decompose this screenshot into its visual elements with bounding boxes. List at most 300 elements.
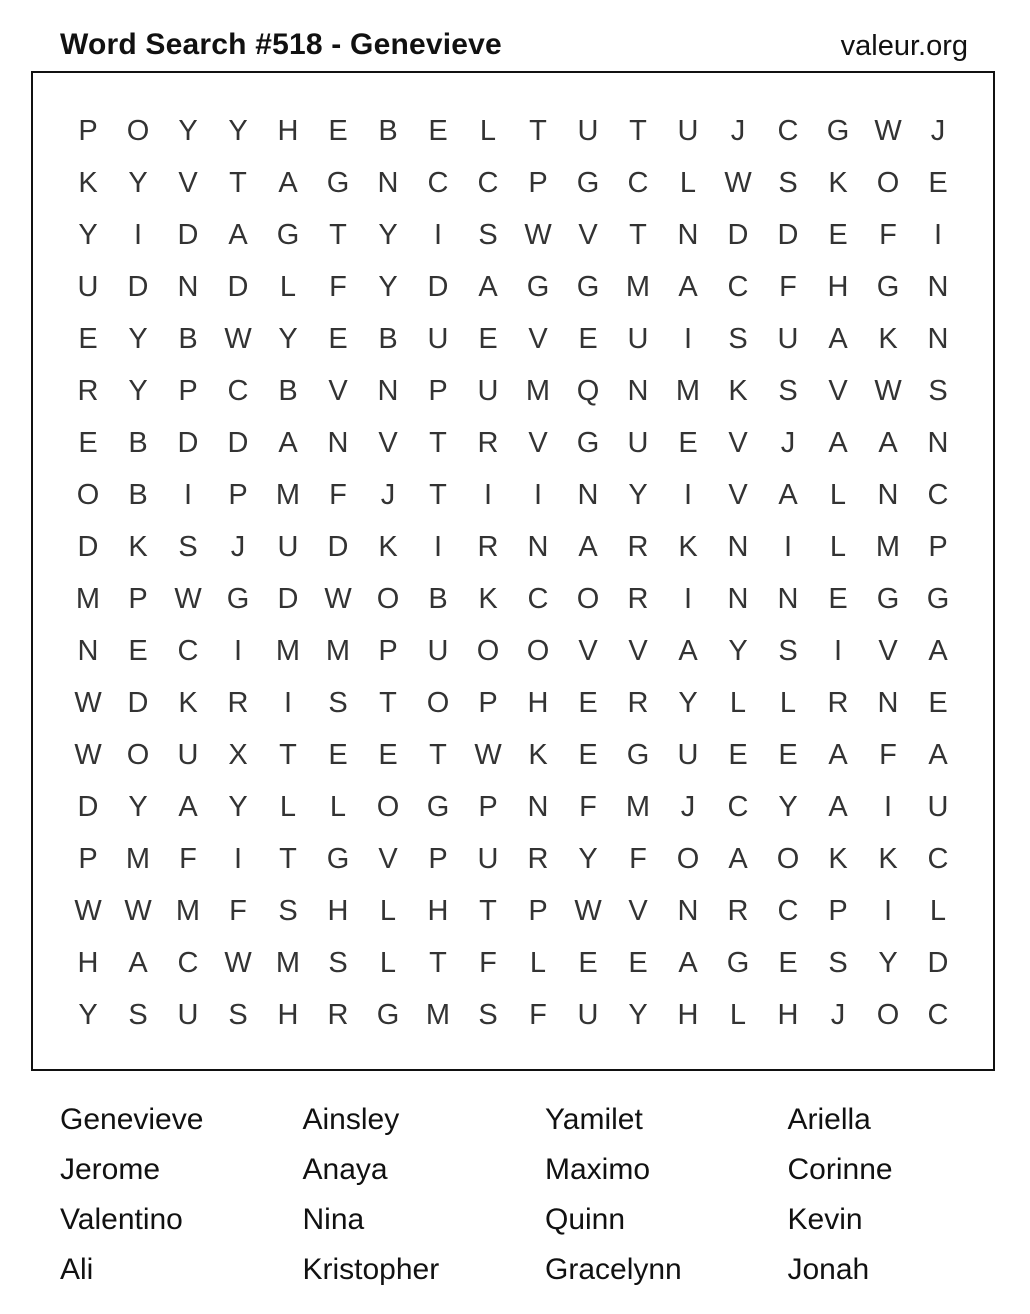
grid-cell[interactable]: C bbox=[727, 790, 749, 823]
grid-cell[interactable]: T bbox=[279, 738, 297, 771]
grid-cell[interactable]: C bbox=[177, 946, 199, 979]
grid-cell[interactable]: K bbox=[378, 530, 398, 563]
grid-cell[interactable]: F bbox=[329, 478, 347, 511]
grid-cell[interactable]: I bbox=[233, 842, 243, 875]
grid-cell[interactable]: R bbox=[627, 530, 649, 563]
grid-cell[interactable]: L bbox=[279, 790, 297, 823]
grid-cell[interactable]: E bbox=[78, 322, 98, 355]
grid-cell[interactable]: L bbox=[729, 686, 747, 719]
grid-cell[interactable]: N bbox=[777, 582, 799, 615]
grid-cell[interactable]: U bbox=[677, 738, 699, 771]
grid-cell[interactable]: V bbox=[878, 634, 898, 667]
grid-cell[interactable]: Q bbox=[576, 374, 600, 407]
grid-cell[interactable]: F bbox=[229, 894, 247, 927]
grid-cell[interactable]: P bbox=[178, 374, 198, 407]
grid-cell[interactable]: C bbox=[477, 166, 499, 199]
grid-cell[interactable]: L bbox=[829, 478, 847, 511]
grid-cell[interactable]: A bbox=[278, 166, 298, 199]
grid-cell[interactable]: P bbox=[78, 114, 98, 147]
grid-cell[interactable]: N bbox=[377, 166, 399, 199]
grid-cell[interactable]: L bbox=[379, 894, 397, 927]
grid-cell[interactable]: P bbox=[128, 582, 148, 615]
grid-cell[interactable]: W bbox=[474, 738, 502, 771]
grid-cell[interactable]: R bbox=[727, 894, 749, 927]
grid-cell[interactable]: A bbox=[728, 842, 748, 875]
grid-cell[interactable]: G bbox=[326, 166, 350, 199]
grid-cell[interactable]: T bbox=[379, 686, 397, 719]
grid-cell[interactable]: W bbox=[74, 738, 102, 771]
grid-cell[interactable]: H bbox=[827, 270, 849, 303]
grid-cell[interactable]: I bbox=[883, 790, 893, 823]
grid-cell[interactable]: F bbox=[479, 946, 497, 979]
grid-cell[interactable]: E bbox=[928, 686, 948, 719]
grid-cell[interactable]: D bbox=[127, 686, 149, 719]
grid-cell[interactable]: O bbox=[376, 582, 400, 615]
grid-cell[interactable]: P bbox=[478, 790, 498, 823]
grid-cell[interactable]: L bbox=[479, 114, 497, 147]
grid-cell[interactable]: W bbox=[324, 582, 352, 615]
grid-cell[interactable]: E bbox=[478, 322, 498, 355]
grid-cell[interactable]: O bbox=[526, 634, 550, 667]
grid-cell[interactable]: E bbox=[728, 738, 748, 771]
grid-cell[interactable]: N bbox=[177, 270, 199, 303]
grid-cell[interactable]: F bbox=[179, 842, 197, 875]
grid-cell[interactable]: U bbox=[277, 530, 299, 563]
grid-cell[interactable]: K bbox=[878, 842, 898, 875]
grid-cell[interactable]: D bbox=[927, 946, 949, 979]
grid-cell[interactable]: I bbox=[433, 530, 443, 563]
grid-cell[interactable]: C bbox=[527, 582, 549, 615]
grid-cell[interactable]: A bbox=[928, 634, 948, 667]
grid-cell[interactable]: V bbox=[178, 166, 198, 199]
grid-cell[interactable]: P bbox=[428, 374, 448, 407]
grid-cell[interactable]: F bbox=[779, 270, 797, 303]
grid-cell[interactable]: E bbox=[328, 322, 348, 355]
grid-cell[interactable]: I bbox=[833, 634, 843, 667]
grid-cell[interactable]: Y bbox=[578, 842, 598, 875]
grid-cell[interactable]: M bbox=[425, 998, 451, 1031]
grid-cell[interactable]: E bbox=[578, 322, 598, 355]
grid-cell[interactable]: T bbox=[479, 894, 497, 927]
grid-cell[interactable]: E bbox=[828, 582, 848, 615]
grid-cell[interactable]: B bbox=[178, 322, 198, 355]
grid-cell[interactable]: A bbox=[928, 738, 948, 771]
grid-cell[interactable]: L bbox=[729, 998, 747, 1031]
grid-cell[interactable]: S bbox=[128, 998, 148, 1031]
grid-cell[interactable]: G bbox=[876, 582, 900, 615]
grid-cell[interactable]: D bbox=[727, 218, 749, 251]
grid-cell[interactable]: Y bbox=[378, 218, 398, 251]
grid-cell[interactable]: U bbox=[577, 998, 599, 1031]
grid-cell[interactable]: C bbox=[177, 634, 199, 667]
grid-cell[interactable]: Y bbox=[128, 790, 148, 823]
grid-cell[interactable]: V bbox=[628, 634, 648, 667]
grid-cell[interactable]: W bbox=[724, 166, 752, 199]
grid-cell[interactable]: T bbox=[229, 166, 247, 199]
grid-cell[interactable]: K bbox=[128, 530, 148, 563]
grid-cell[interactable]: N bbox=[927, 322, 949, 355]
grid-cell[interactable]: I bbox=[433, 218, 443, 251]
grid-cell[interactable]: K bbox=[678, 530, 698, 563]
grid-cell[interactable]: G bbox=[826, 114, 850, 147]
grid-cell[interactable]: C bbox=[777, 894, 799, 927]
grid-cell[interactable]: I bbox=[683, 478, 693, 511]
grid-cell[interactable]: A bbox=[828, 738, 848, 771]
grid-cell[interactable]: L bbox=[679, 166, 697, 199]
grid-cell[interactable]: L bbox=[829, 530, 847, 563]
grid-cell[interactable]: J bbox=[380, 478, 396, 511]
grid-cell[interactable]: T bbox=[429, 738, 447, 771]
grid-cell[interactable]: T bbox=[629, 218, 647, 251]
grid-cell[interactable]: M bbox=[275, 478, 301, 511]
grid-cell[interactable]: F bbox=[579, 790, 597, 823]
grid-cell[interactable]: J bbox=[780, 426, 796, 459]
grid-cell[interactable]: M bbox=[175, 894, 201, 927]
grid-cell[interactable]: Y bbox=[128, 166, 148, 199]
grid-cell[interactable]: N bbox=[627, 374, 649, 407]
grid-cell[interactable]: K bbox=[528, 738, 548, 771]
grid-cell[interactable]: L bbox=[929, 894, 947, 927]
grid-cell[interactable]: T bbox=[629, 114, 647, 147]
grid-cell[interactable]: A bbox=[878, 426, 898, 459]
grid-cell[interactable]: I bbox=[133, 218, 143, 251]
grid-cell[interactable]: H bbox=[327, 894, 349, 927]
grid-cell[interactable]: N bbox=[327, 426, 349, 459]
grid-cell[interactable]: F bbox=[329, 270, 347, 303]
grid-cell[interactable]: A bbox=[178, 790, 198, 823]
grid-cell[interactable]: I bbox=[183, 478, 193, 511]
grid-cell[interactable]: R bbox=[477, 426, 499, 459]
grid-cell[interactable]: B bbox=[428, 582, 448, 615]
grid-cell[interactable]: B bbox=[128, 478, 148, 511]
grid-cell[interactable]: U bbox=[627, 322, 649, 355]
grid-cell[interactable]: S bbox=[778, 374, 798, 407]
grid-cell[interactable]: A bbox=[828, 322, 848, 355]
grid-cell[interactable]: G bbox=[276, 218, 300, 251]
grid-cell[interactable]: A bbox=[278, 426, 298, 459]
grid-cell[interactable]: L bbox=[379, 946, 397, 979]
grid-cell[interactable]: O bbox=[76, 478, 100, 511]
grid-cell[interactable]: N bbox=[677, 218, 699, 251]
grid-cell[interactable]: A bbox=[828, 426, 848, 459]
grid-cell[interactable]: Y bbox=[78, 998, 98, 1031]
grid-cell[interactable]: U bbox=[927, 790, 949, 823]
grid-cell[interactable]: A bbox=[678, 634, 698, 667]
grid-cell[interactable]: O bbox=[876, 998, 900, 1031]
grid-cell[interactable]: W bbox=[524, 218, 552, 251]
grid-cell[interactable]: R bbox=[527, 842, 549, 875]
grid-cell[interactable]: J bbox=[730, 114, 746, 147]
grid-cell[interactable]: I bbox=[533, 478, 543, 511]
grid-cell[interactable]: S bbox=[728, 322, 748, 355]
grid-cell[interactable]: V bbox=[828, 374, 848, 407]
grid-cell[interactable]: M bbox=[625, 790, 651, 823]
grid-cell[interactable]: T bbox=[329, 218, 347, 251]
grid-cell[interactable]: A bbox=[678, 946, 698, 979]
grid-cell[interactable]: C bbox=[227, 374, 249, 407]
grid-cell[interactable]: O bbox=[676, 842, 700, 875]
grid-cell[interactable]: E bbox=[378, 738, 398, 771]
grid-cell[interactable]: S bbox=[328, 946, 348, 979]
grid-cell[interactable]: K bbox=[78, 166, 98, 199]
grid-cell[interactable]: C bbox=[727, 270, 749, 303]
grid-cell[interactable]: S bbox=[828, 946, 848, 979]
grid-cell[interactable]: C bbox=[627, 166, 649, 199]
grid-cell[interactable]: E bbox=[328, 738, 348, 771]
grid-cell[interactable]: S bbox=[478, 998, 498, 1031]
grid-cell[interactable]: I bbox=[683, 582, 693, 615]
grid-cell[interactable]: R bbox=[627, 686, 649, 719]
grid-cell[interactable]: W bbox=[224, 322, 252, 355]
grid-cell[interactable]: D bbox=[77, 530, 99, 563]
grid-cell[interactable]: O bbox=[876, 166, 900, 199]
grid-cell[interactable]: T bbox=[529, 114, 547, 147]
grid-cell[interactable]: C bbox=[927, 478, 949, 511]
grid-cell[interactable]: Y bbox=[178, 114, 198, 147]
grid-cell[interactable]: M bbox=[625, 270, 651, 303]
grid-cell[interactable]: O bbox=[776, 842, 800, 875]
grid-cell[interactable]: G bbox=[576, 426, 600, 459]
grid-cell[interactable]: M bbox=[125, 842, 151, 875]
grid-cell[interactable]: E bbox=[578, 946, 598, 979]
grid-cell[interactable]: E bbox=[578, 686, 598, 719]
grid-cell[interactable]: E bbox=[778, 946, 798, 979]
grid-cell[interactable]: V bbox=[728, 478, 748, 511]
grid-cell[interactable]: B bbox=[378, 322, 398, 355]
grid-cell[interactable]: L bbox=[329, 790, 347, 823]
grid-cell[interactable]: W bbox=[874, 114, 902, 147]
grid-cell[interactable]: Y bbox=[678, 686, 698, 719]
grid-cell[interactable]: N bbox=[927, 426, 949, 459]
grid-cell[interactable]: O bbox=[426, 686, 450, 719]
grid-cell[interactable]: E bbox=[928, 166, 948, 199]
grid-cell[interactable]: A bbox=[578, 530, 598, 563]
grid-cell[interactable]: N bbox=[727, 530, 749, 563]
grid-cell[interactable]: E bbox=[328, 114, 348, 147]
grid-cell[interactable]: G bbox=[326, 842, 350, 875]
grid-cell[interactable]: A bbox=[128, 946, 148, 979]
grid-cell[interactable]: N bbox=[577, 478, 599, 511]
grid-cell[interactable]: N bbox=[877, 686, 899, 719]
grid-cell[interactable]: I bbox=[783, 530, 793, 563]
grid-cell[interactable]: S bbox=[778, 634, 798, 667]
grid-cell[interactable]: C bbox=[777, 114, 799, 147]
grid-cell[interactable]: U bbox=[777, 322, 799, 355]
grid-cell[interactable]: E bbox=[578, 738, 598, 771]
grid-cell[interactable]: F bbox=[629, 842, 647, 875]
grid-cell[interactable]: J bbox=[680, 790, 696, 823]
grid-cell[interactable]: P bbox=[428, 842, 448, 875]
grid-cell[interactable]: V bbox=[528, 322, 548, 355]
grid-cell[interactable]: P bbox=[828, 894, 848, 927]
grid-cell[interactable]: G bbox=[576, 270, 600, 303]
grid-cell[interactable]: H bbox=[677, 998, 699, 1031]
grid-cell[interactable]: Y bbox=[378, 270, 398, 303]
grid-cell[interactable]: U bbox=[77, 270, 99, 303]
grid-cell[interactable]: J bbox=[930, 114, 946, 147]
grid-cell[interactable]: I bbox=[933, 218, 943, 251]
grid-cell[interactable]: D bbox=[177, 218, 199, 251]
grid-cell[interactable]: R bbox=[627, 582, 649, 615]
grid-cell[interactable]: E bbox=[428, 114, 448, 147]
grid-cell[interactable]: P bbox=[378, 634, 398, 667]
grid-cell[interactable]: R bbox=[77, 374, 99, 407]
grid-cell[interactable]: A bbox=[778, 478, 798, 511]
grid-cell[interactable]: M bbox=[875, 530, 901, 563]
grid-cell[interactable]: S bbox=[328, 686, 348, 719]
grid-cell[interactable]: Y bbox=[878, 946, 898, 979]
grid-cell[interactable]: S bbox=[928, 374, 948, 407]
grid-cell[interactable]: F bbox=[879, 218, 897, 251]
grid-cell[interactable]: H bbox=[427, 894, 449, 927]
grid-cell[interactable]: S bbox=[178, 530, 198, 563]
grid-cell[interactable]: B bbox=[278, 374, 298, 407]
grid-cell[interactable]: P bbox=[228, 478, 248, 511]
grid-cell[interactable]: J bbox=[830, 998, 846, 1031]
grid-cell[interactable]: B bbox=[378, 114, 398, 147]
grid-cell[interactable]: U bbox=[427, 634, 449, 667]
grid-cell[interactable]: O bbox=[476, 634, 500, 667]
grid-cell[interactable]: D bbox=[427, 270, 449, 303]
grid-cell[interactable]: V bbox=[728, 426, 748, 459]
grid-cell[interactable]: Y bbox=[778, 790, 798, 823]
grid-cell[interactable]: W bbox=[574, 894, 602, 927]
grid-cell[interactable]: M bbox=[325, 634, 351, 667]
grid-cell[interactable]: L bbox=[279, 270, 297, 303]
grid-cell[interactable]: S bbox=[478, 218, 498, 251]
grid-cell[interactable]: G bbox=[926, 582, 950, 615]
grid-cell[interactable]: E bbox=[128, 634, 148, 667]
grid-cell[interactable]: G bbox=[376, 998, 400, 1031]
grid-cell[interactable]: U bbox=[677, 114, 699, 147]
grid-cell[interactable]: U bbox=[177, 998, 199, 1031]
grid-cell[interactable]: D bbox=[327, 530, 349, 563]
grid-cell[interactable]: H bbox=[277, 998, 299, 1031]
grid-cell[interactable]: I bbox=[283, 686, 293, 719]
grid-cell[interactable]: V bbox=[378, 842, 398, 875]
grid-cell[interactable]: M bbox=[275, 634, 301, 667]
grid-cell[interactable]: H bbox=[527, 686, 549, 719]
grid-cell[interactable]: D bbox=[777, 218, 799, 251]
grid-cell[interactable]: D bbox=[227, 426, 249, 459]
grid-cell[interactable]: Y bbox=[128, 322, 148, 355]
grid-cell[interactable]: N bbox=[927, 270, 949, 303]
grid-cell[interactable]: V bbox=[578, 218, 598, 251]
grid-cell[interactable]: S bbox=[778, 166, 798, 199]
grid-cell[interactable]: E bbox=[678, 426, 698, 459]
grid-cell[interactable]: S bbox=[228, 998, 248, 1031]
grid-cell[interactable]: V bbox=[578, 634, 598, 667]
grid-cell[interactable]: K bbox=[828, 166, 848, 199]
grid-cell[interactable]: Y bbox=[278, 322, 298, 355]
grid-cell[interactable]: K bbox=[828, 842, 848, 875]
grid-cell[interactable]: T bbox=[429, 946, 447, 979]
grid-cell[interactable]: D bbox=[227, 270, 249, 303]
grid-cell[interactable]: G bbox=[876, 270, 900, 303]
grid-cell[interactable]: D bbox=[177, 426, 199, 459]
grid-cell[interactable]: V bbox=[528, 426, 548, 459]
grid-cell[interactable]: N bbox=[377, 374, 399, 407]
grid-cell[interactable]: W bbox=[874, 374, 902, 407]
grid-cell[interactable]: D bbox=[127, 270, 149, 303]
grid-cell[interactable]: P bbox=[528, 894, 548, 927]
grid-cell[interactable]: S bbox=[278, 894, 298, 927]
grid-cell[interactable]: G bbox=[726, 946, 750, 979]
grid-cell[interactable]: X bbox=[228, 738, 248, 771]
grid-cell[interactable]: N bbox=[77, 634, 99, 667]
grid-cell[interactable]: L bbox=[779, 686, 797, 719]
grid-cell[interactable]: G bbox=[626, 738, 650, 771]
grid-cell[interactable]: A bbox=[678, 270, 698, 303]
grid-cell[interactable]: M bbox=[525, 374, 551, 407]
grid-cell[interactable]: R bbox=[327, 998, 349, 1031]
grid-cell[interactable]: O bbox=[126, 738, 150, 771]
grid-cell[interactable]: U bbox=[177, 738, 199, 771]
grid-cell[interactable]: W bbox=[124, 894, 152, 927]
grid-cell[interactable]: Y bbox=[228, 790, 248, 823]
grid-cell[interactable]: V bbox=[378, 426, 398, 459]
grid-cell[interactable]: N bbox=[677, 894, 699, 927]
grid-cell[interactable]: C bbox=[927, 998, 949, 1031]
grid-cell[interactable]: K bbox=[478, 582, 498, 615]
grid-cell[interactable]: U bbox=[577, 114, 599, 147]
grid-cell[interactable]: O bbox=[376, 790, 400, 823]
grid-cell[interactable]: E bbox=[828, 218, 848, 251]
grid-cell[interactable]: V bbox=[628, 894, 648, 927]
grid-cell[interactable]: Y bbox=[628, 478, 648, 511]
grid-cell[interactable]: P bbox=[928, 530, 948, 563]
grid-cell[interactable]: H bbox=[777, 998, 799, 1031]
grid-cell[interactable]: K bbox=[878, 322, 898, 355]
grid-cell[interactable]: I bbox=[483, 478, 493, 511]
grid-cell[interactable]: G bbox=[426, 790, 450, 823]
grid-cell[interactable]: M bbox=[75, 582, 101, 615]
grid-cell[interactable]: K bbox=[178, 686, 198, 719]
grid-cell[interactable]: W bbox=[74, 894, 102, 927]
grid-cell[interactable]: U bbox=[427, 322, 449, 355]
grid-cell[interactable]: K bbox=[728, 374, 748, 407]
grid-cell[interactable]: W bbox=[74, 686, 102, 719]
grid-cell[interactable]: H bbox=[277, 114, 299, 147]
grid-cell[interactable]: M bbox=[675, 374, 701, 407]
grid-cell[interactable]: B bbox=[128, 426, 148, 459]
grid-cell[interactable]: H bbox=[77, 946, 99, 979]
grid-cell[interactable]: J bbox=[230, 530, 246, 563]
grid-cell[interactable]: T bbox=[429, 426, 447, 459]
grid-cell[interactable]: A bbox=[478, 270, 498, 303]
grid-cell[interactable]: I bbox=[683, 322, 693, 355]
grid-cell[interactable]: Y bbox=[128, 374, 148, 407]
grid-cell[interactable]: N bbox=[877, 478, 899, 511]
grid-cell[interactable]: W bbox=[224, 946, 252, 979]
grid-cell[interactable]: R bbox=[827, 686, 849, 719]
grid-cell[interactable]: E bbox=[78, 426, 98, 459]
grid-cell[interactable]: P bbox=[478, 686, 498, 719]
grid-cell[interactable]: R bbox=[227, 686, 249, 719]
grid-cell[interactable]: D bbox=[77, 790, 99, 823]
grid-cell[interactable]: Y bbox=[228, 114, 248, 147]
grid-cell[interactable]: I bbox=[883, 894, 893, 927]
grid-cell[interactable]: G bbox=[576, 166, 600, 199]
grid-cell[interactable]: C bbox=[427, 166, 449, 199]
grid-cell[interactable]: U bbox=[477, 374, 499, 407]
grid-cell[interactable]: C bbox=[927, 842, 949, 875]
grid-cell[interactable]: N bbox=[527, 530, 549, 563]
grid-cell[interactable]: T bbox=[429, 478, 447, 511]
grid-cell[interactable]: L bbox=[529, 946, 547, 979]
grid-cell[interactable]: U bbox=[477, 842, 499, 875]
grid-cell[interactable]: F bbox=[879, 738, 897, 771]
